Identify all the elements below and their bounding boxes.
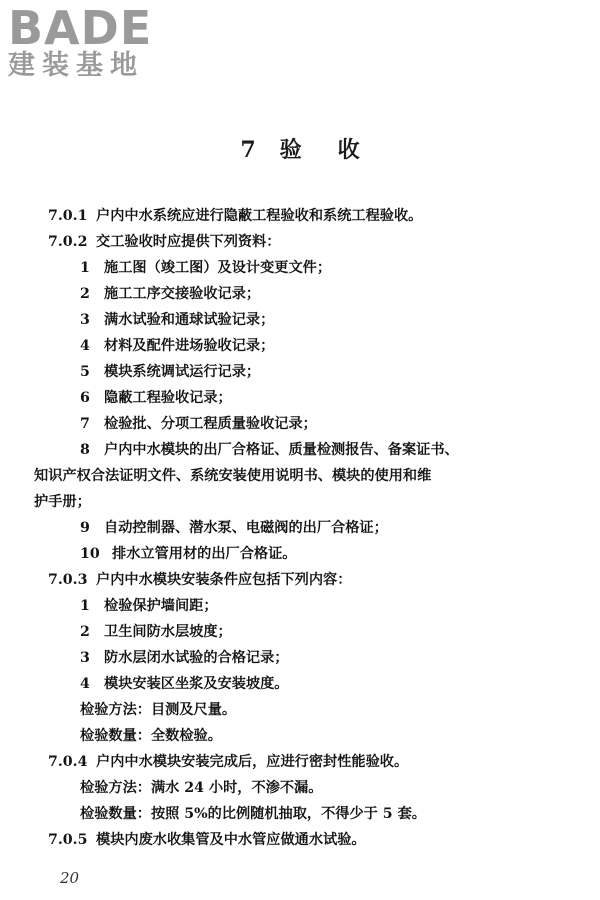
list-item: 5 模块系统调试运行记录；	[80, 364, 261, 380]
clause-number: 7.0.5	[48, 832, 88, 848]
clause-7-0-2	[48, 229, 568, 255]
clause-number: 7.0.1	[48, 208, 88, 224]
list-item: 7 检验批、分项工程质量验收记录；	[80, 416, 317, 432]
list-item: 6 隐蔽工程验收记录；	[80, 390, 232, 406]
list-item: 10 排水立管用材的出厂合格证。	[80, 546, 297, 562]
list-item: 2 施工工序交接验收记录；	[80, 286, 261, 302]
inspection-quantity: 检验数量：按照 5%的比例随机抽取，不得少于 5 套。	[80, 806, 426, 822]
list-item: 4 材料及配件进场验收记录；	[80, 338, 275, 354]
document-body	[34, 203, 568, 853]
list-item: 3 防水层闭水试验的合格记录；	[80, 650, 289, 666]
section-title-word2: 收	[337, 137, 360, 163]
clause-7-0-1	[48, 203, 568, 229]
clause-text: 模块内废水收集管及中水管应做通水试验。	[96, 832, 366, 848]
clause-7-0-3	[48, 567, 568, 593]
clause-text: 交工验收时应提供下列资料：	[96, 234, 281, 250]
clause-text: 户内中水模块安装完成后，应进行密封性能验收。	[96, 754, 409, 770]
clause-number: 7.0.4	[48, 754, 88, 770]
list-item: 1 施工图（竣工图）及设计变更文件；	[80, 260, 332, 276]
section-number: 7	[240, 137, 256, 163]
section-title	[0, 133, 600, 164]
list-item: 2 卫生间防水层坡度；	[80, 624, 232, 640]
clause-number: 7.0.3	[48, 572, 88, 588]
clause-number: 7.0.2	[48, 234, 88, 250]
clause-text: 户内中水模块安装条件应包括下列内容：	[96, 572, 352, 588]
bade-logo	[8, 1, 178, 81]
logo-wordmark: BADE	[8, 1, 153, 55]
list-item: 1 检验保护墙间距；	[80, 598, 218, 614]
list-item: 4 模块安装区坐浆及安装坡度。	[80, 676, 289, 692]
clause-7-0-5	[48, 827, 568, 853]
list-item: 8 户内中水模块的出厂合格证、质量检测报告、备案证书、 知识产权合法证明文件、系统安装使用说明书、模块的使用和维 护手册；	[34, 442, 459, 510]
clause-7-0-4	[48, 749, 568, 775]
inspection-method: 检验方法：满水 24 小时，不渗不漏。	[80, 780, 323, 796]
logo-subtitle: 建装基地	[8, 50, 144, 81]
list-item: 9 自动控制器、潜水泵、电磁阀的出厂合格证；	[80, 520, 388, 536]
inspection-quantity: 检验数量：全数检验。	[80, 728, 222, 744]
page-number: 20	[60, 869, 80, 887]
list-item: 3 满水试验和通球试验记录；	[80, 312, 275, 328]
inspection-method: 检验方法：目测及尺量。	[80, 702, 237, 718]
clause-text: 户内中水系统应进行隐蔽工程验收和系统工程验收。	[96, 208, 423, 224]
section-title-word1: 验	[279, 137, 302, 163]
